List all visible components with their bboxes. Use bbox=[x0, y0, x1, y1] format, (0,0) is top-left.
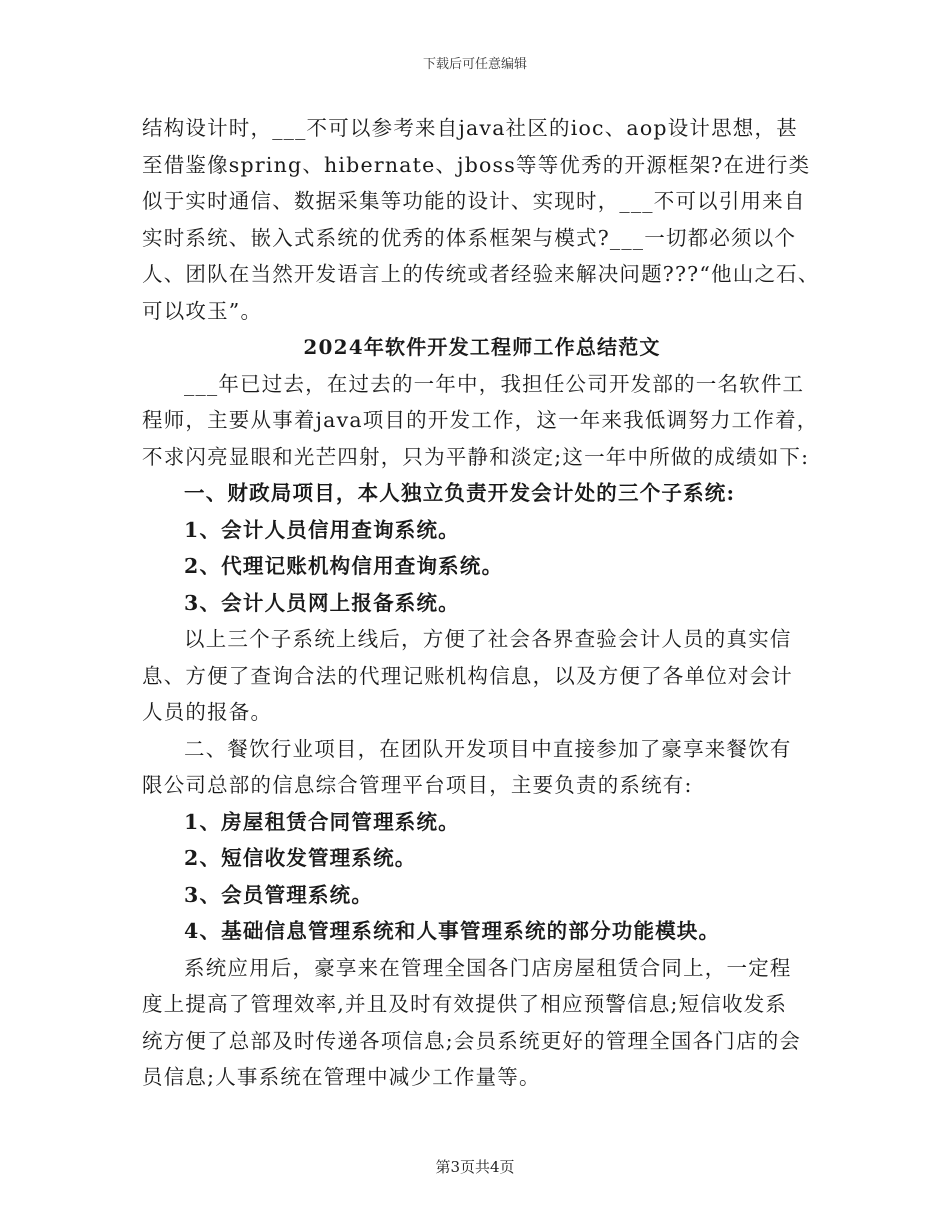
paragraph-line: 以上三个子系统上线后，方便了社会各界查验会计人员的真实信 bbox=[184, 627, 792, 651]
paragraph-line: ___年已过去，在过去的一年中，我担任公司开发部的一名软件工 bbox=[184, 371, 805, 396]
list-item: 1、会计人员信用查询系统。 bbox=[184, 517, 460, 542]
paragraph-line: 统方便了总部及时传递各项信息;会员系统更好的管理全国各门店的会 bbox=[142, 1028, 802, 1053]
paragraph-line: 息、方便了查询合法的代理记账机构信息，以及方便了各单位对会计 bbox=[142, 663, 793, 688]
list-item: 3、会员管理系统。 bbox=[184, 882, 374, 907]
list-item: 2、代理记账机构信用查询系统。 bbox=[184, 554, 504, 578]
body-line: 可以攻玉”。 bbox=[142, 298, 263, 323]
paragraph-line: 系统应用后，豪享来在管理全国各门店房屋租赁合同上，一定程 bbox=[184, 955, 792, 980]
body-line: 人、团队在当然开发语言上的传统或者经验来解决问题???“他山之石、 bbox=[142, 262, 820, 286]
page-footer: 第3页共4页 bbox=[435, 1158, 515, 1176]
document-title: 2024年软件开发工程师工作总结范文 bbox=[303, 335, 661, 359]
paragraph-line: 二、餐饮行业项目，在团队开发项目中直接参加了豪享来餐饮有 bbox=[184, 736, 792, 761]
document-body bbox=[142, 110, 822, 1096]
list-item: 4、基础信息管理系统和人事管理系统的部分功能模块。 bbox=[184, 919, 721, 943]
paragraph-line: 不求闪亮显眼和光芒四射，只为平静和淡定;这一年中所做的成绩如下: bbox=[142, 444, 810, 469]
body-line: 结构设计时，___不可以参考来自java社区的ioc、aop设计思想，甚 bbox=[142, 116, 798, 140]
paragraph-line: 员信息;人事系统在管理中减少工作量等。 bbox=[142, 1065, 541, 1089]
list-item: 2、短信收发管理系统。 bbox=[184, 846, 417, 870]
body-line: 实时系统、嵌入式系统的优秀的体系框架与模式?___一切都必须以个 bbox=[142, 225, 797, 250]
body-line: 似于实时通信、数据采集等功能的设计、实现时，___不可以引用来自 bbox=[142, 189, 806, 213]
section-heading: 一、财政局项目，本人独立负责开发会计处的三个子系统: bbox=[184, 481, 736, 505]
paragraph-line: 人员的报备。 bbox=[142, 700, 273, 724]
paragraph-line: 程师，主要从事着java项目的开发工作，这一年来我低调努力工作着， bbox=[142, 408, 819, 432]
body-line: 至借鉴像spring、hibernate、jboss等等优秀的开源框架?在进行类 bbox=[142, 152, 811, 177]
list-item: 1、房屋租赁合同管理系统。 bbox=[184, 809, 460, 834]
paragraph-line: 限公司总部的信息综合管理平台项目，主要负责的系统有: bbox=[142, 773, 693, 797]
page-header: 下载后可任意编辑 bbox=[422, 57, 527, 72]
paragraph-line: 度上提高了管理效率,并且及时有效提供了相应预警信息;短信收发系 bbox=[142, 992, 788, 1016]
list-item: 3、会计人员网上报备系统。 bbox=[184, 590, 460, 615]
